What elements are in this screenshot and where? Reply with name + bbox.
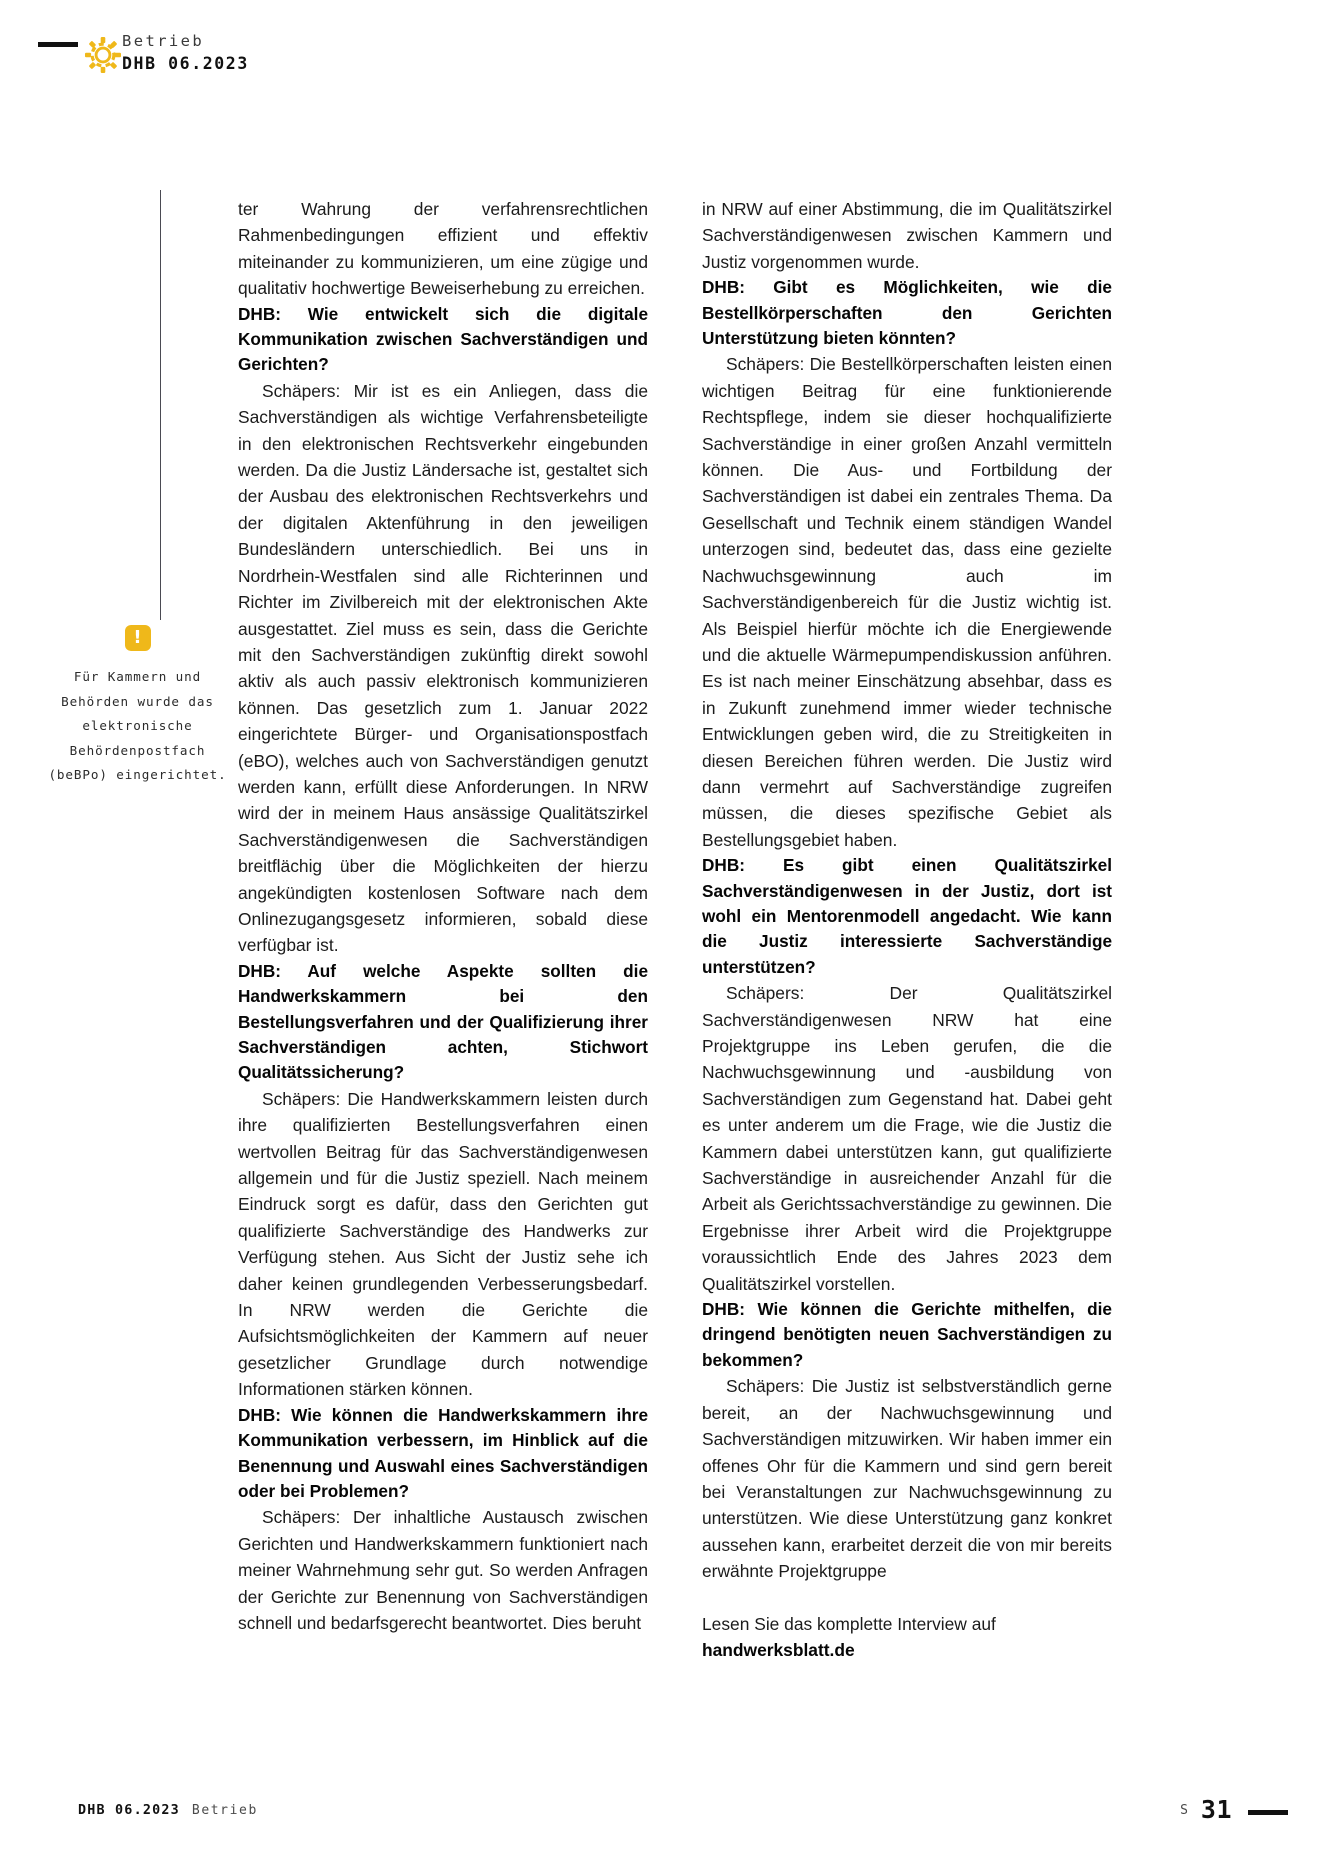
page-header — [0, 30, 1326, 100]
question-digitale-kommunikation: DHB: Wie entwickelt sich die digitale Kommunikation zwischen Sachverständigen und Gerichten? — [238, 303, 648, 375]
question-bestellkoerperschaften: DHB: Gibt es Möglichkeiten, wie die Bestellkörperschaften den Gerichten Unterstützung bieten könnten? — [702, 277, 1112, 349]
answer-kommunikation-verbessern: Schäpers: Der inhaltliche Austausch zwischen Gerichten und Handwerkskammern funktioniert nach meiner Wahrnehmung sehr gut. So werden Anfragen der Gerichte zur Benennung von Sachverständigen schnell und bedarfsgerecht beantwortet. Dies beruht — [238, 1507, 648, 1633]
footer-left-group — [78, 1803, 258, 1818]
question-gerichte-mithelfen: DHB: Wie können die Gerichte mithelfen, die dringend benötigten neuen Sachverständigen zu bekommen? — [702, 1299, 1112, 1370]
gear-icon — [80, 32, 126, 78]
margin-note — [40, 625, 235, 788]
column-left — [238, 196, 648, 1663]
answer-gerichte-mithelfen: Schäpers: Die Justiz ist selbstverständlich gerne bereit, an der Nachwuchsgewinnung und Sachverständigen mitzuwirken. Wir haben immer ein offenes Ohr für die Kammern und sind gern bereit bei Veranstaltungen zur Nachwuchsgewinnung zu unterstützen. Wie diese Unterstützung ganz konkret aussehen kann, erarbeitet derzeit die von mir bereits erwähnte Projektgruppe — [702, 1376, 1112, 1582]
page-number: 31 — [1200, 1795, 1232, 1824]
continued-paragraph: ter Wahrung der verfahrensrechtlichen Rahmenbedingungen effizient und effektiv miteinander zu kommunizieren, um eine zügige und qualitativ hochwertige Beweiserhebung zu erreichen. — [238, 199, 648, 299]
header-issue: DHB 06.2023 — [122, 54, 249, 73]
exclamation-badge-icon — [125, 625, 151, 651]
question-kommunikation-verbessern: DHB: Wie können die Handwerkskammern ihre Kommunikation verbessern, im Hinblick auf die Benennung und Auswahl eines Sachverständigen oder bei Problemen? — [238, 1404, 648, 1501]
answer-digitale-kommunikation: Schäpers: Mir ist es ein Anliegen, dass die Sachverständigen als wichtige Verfahrensbeteiligte in den elektronischen Rechtsverkehr eingebunden werden. Da die Justiz Ländersache ist, gestaltet sich der Ausbau des elektronischen Rechtsverkehrs und der digitalen Aktenführung in den jeweiligen Bundesländern unterschiedlich. Bei uns in Nordrhein-Westfalen sind alle Richterinnen und Richter im Zivilbereich mit der elektronischen Akte ausgestattet. Ziel muss es sein, dass die Gerichte mit den Sachverständigen zukünftig direkt sowohl aktiv als auch passiv elektronisch kommunizieren können. Das gesetzlich zum 1. Januar 2022 eingerichtete Bürger- und Organisationspostfach (eBO), welches auch von Sachverständigen genutzt werden kann, erfüllt diese Anforderungen. In NRW wird der in meinem Haus ansässige Qualitätszirkel Sachverständigenwesen die Sachverständigen breitflächig über die Möglichkeiten der hierzu angekündigten kostenlosen Software nach dem Onlinezugangsgesetz informieren, sobald diese verfügbar ist. — [238, 380, 648, 956]
question-mentorenmodell: DHB: Es gibt einen Qualitätszirkel Sachverständigenwesen in der Justiz, dort ist wohl ein Mentorenmodell angedacht. Wie kann die Justiz interessierte Sachverständige unterstützen? — [702, 855, 1112, 977]
answer-bestellkoerperschaften: Schäpers: Die Bestellkörperschaften leisten einen wichtigen Beitrag für eine funktionierende Rechtspflege, indem sie dieser hochqualifizierte Sachverständige in einer großen Anzahl vermitteln können. Die Aus- und Fortbildung der Sachverständigen ist dabei ein zentrales Thema. Da Gesellschaft und Technik einem ständigen Wandel unterzogen sind, bedeutet das, dass eine gezielte Nachwuchsgewinnung auch im Sachverständigenbereich für die Justiz wichtig ist. Als Beispiel hierfür möchte ich die Energiewende und die aktuelle Wärmepumpendiskussion anführen. Es ist nach meiner Einschätzung absehbar, dass es in Zukunft zunehmend immer wieder technische Entwicklungen geben wird, die zu Streitigkeiten in diesen Bereichen führen werden. Die Justiz wird dann vermehrt auf Sachverständige zugreifen müssen, die dieses spezifische Gebiet als Bestellungsgebiet haben. — [702, 354, 1112, 850]
footer-right-group — [1180, 1797, 1288, 1823]
question-bestellungsverfahren: DHB: Auf welche Aspekte sollten die Handwerkskammern bei den Bestellungsverfahren und der Qualifizierung ihrer Sachverständigen achten, Stichwort Qualitätssicherung? — [238, 960, 648, 1083]
header-rule — [38, 42, 78, 47]
column-right — [702, 196, 1112, 1663]
header-titles — [122, 30, 249, 76]
margin-vertical-rule — [160, 190, 161, 620]
continued-paragraph-right: in NRW auf einer Abstimmung, die im Qualitätszirkel Sachverständigenwesen zwischen Kammern und Justiz vorgenommen wurde. — [702, 199, 1112, 272]
answer-bestellungsverfahren: Schäpers: Die Handwerkskammern leisten durch ihre qualifizierten Bestellungsverfahren einen wertvollen Beitrag für das Sachverständigenwesen allgemein und für die Justiz speziell. Nach meinem Eindruck sorgt es dafür, dass den Gerichten gut qualifizierte Sachverständige des Handwerks zur Verfügung stehen. Aus Sicht der Justiz sehe ich daher keinen grundlegenden Verbesserungsbedarf. In NRW werden die Gerichte die Aufsichtsmöglichkeiten der Kammern auf neuer gesetzlicher Grundlage durch notwendige Informationen stärken können. — [238, 1088, 648, 1400]
header-kicker: Betrieb — [122, 32, 205, 50]
margin-note-text: Für Kammern und Behörden wurde das elektronische Behördenpostfach (beBPo) eingerichtet. — [48, 669, 227, 782]
exclamation-glyph: ! — [133, 627, 142, 648]
handwerksblatt-link[interactable]: handwerksblatt.de — [702, 1639, 855, 1660]
footer-issue: DHB 06.2023 — [78, 1803, 180, 1818]
article-columns — [238, 196, 1286, 1663]
closing-line — [702, 1611, 1112, 1664]
page-footer — [0, 1795, 1326, 1829]
footer-section: Betrieb — [191, 1803, 258, 1818]
page-prefix: S — [1180, 1802, 1189, 1818]
closing-lead: Lesen Sie das komplette Interview auf — [702, 1613, 996, 1634]
answer-mentorenmodell: Schäpers: Der Qualitätszirkel Sachverständigenwesen NRW hat eine Projektgruppe ins Leben gerufen, die die Nachwuchsgewinnung und -ausbildung von Sachverständigen zum Gegenstand hat. Dabei geht es unter anderem um die Frage, wie die Justiz die Kammern dabei unterstützen kann, gut qualifizierte Sachverständige in ausreichender Anzahl für die Arbeit als Gerichtssachverständige zu gewinnen. Die Ergebnisse ihrer Arbeit wird die Projektgruppe voraussichtlich Ende des Jahres 2023 dem Qualitätszirkel vorstellen. — [702, 983, 1112, 1294]
footer-rule — [1248, 1810, 1288, 1815]
